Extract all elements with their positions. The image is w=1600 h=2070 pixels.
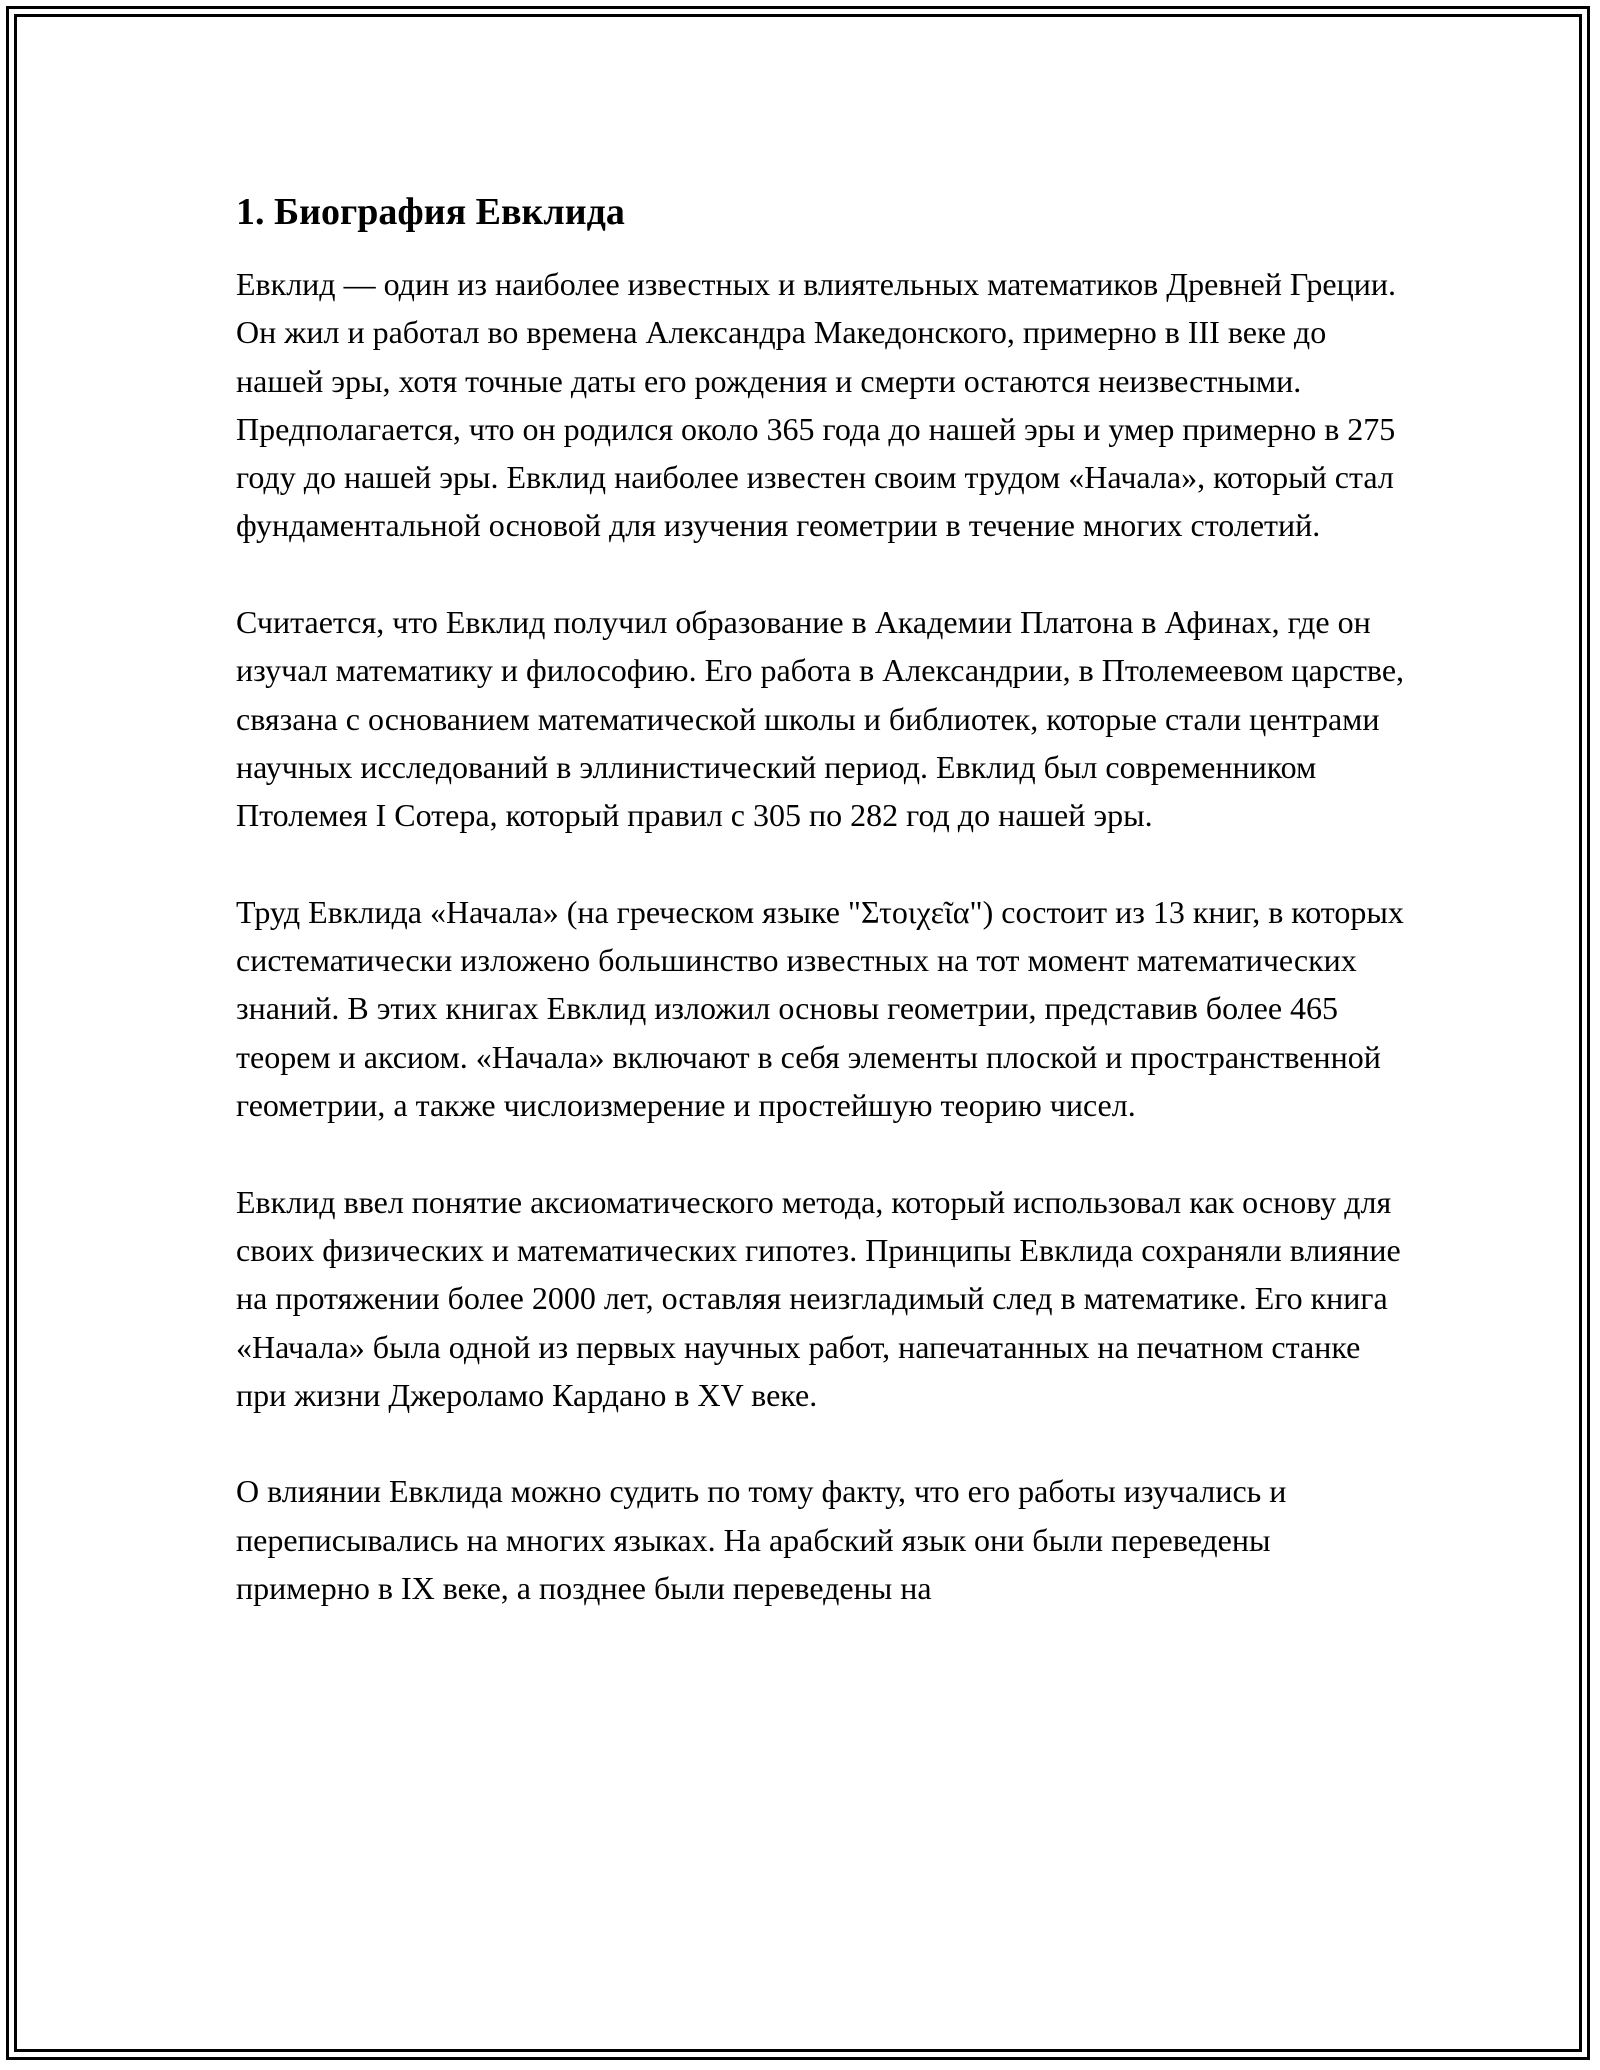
section-heading: 1. Биография Евклида	[236, 191, 625, 233]
document-body	[236, 188, 1406, 1661]
paragraph: Евклид — один из наиболее известных и влиятельных математиков Древней Греции. Он жил и работал во времена Александра Македонского, примерно в III веке до нашей эры, хотя точные даты его рождения и смерти остаются неизвестными. Предполагается, что он родился около 365 года до нашей эры и умер примерно в 275 году до нашей эры. Евклид наиболее известен своим трудом «Начала», который стал фундаментальной основой для изучения геометрии в течение многих столетий.	[236, 266, 1396, 544]
paragraph: Труд Евклида «Начала» (на греческом языке "Στοιχεῖα") состоит из 13 книг, в которых систематически изложено большинство известных на тот момент математических знаний. В этих книгах Евклид изложил основы геометрии, представив более 465 теорем и аксиом. «Начала» включают в себя элементы плоской и пространственной геометрии, а также числоизмерение и простейшую теорию чисел.	[236, 893, 1404, 1124]
paragraph: Евклид ввел понятие аксиоматического метода, который использовал как основу для своих физических и математических гипотез. Принципы Евклида сохраняли влияние на протяжении более 2000 лет, оставляя неизгладимый след в математике. Его книга «Начала» была одной из первых научных работ, напечатанных на печатном станке при жизни Джероламо Кардано в XV веке.	[236, 1183, 1401, 1413]
paragraph: Считается, что Евклид получил образование в Академии Платона в Афинах, где он изучал математику и философию. Его работа в Александрии, в Птолемеевом царстве, связана с основанием математической школы и библиотек, которые стали центрами научных исследований в эллинистический период. Евклид был современником Птолемея I Сотера, который правил с 305 по 282 год до нашей эры.	[236, 604, 1405, 834]
paragraph: О влиянии Евклида можно судить по тому факту, что его работы изучались и переписывались на многих языках. На арабский язык они были переведены примерно в IX веке, а позднее были переведены на	[236, 1473, 1287, 1607]
